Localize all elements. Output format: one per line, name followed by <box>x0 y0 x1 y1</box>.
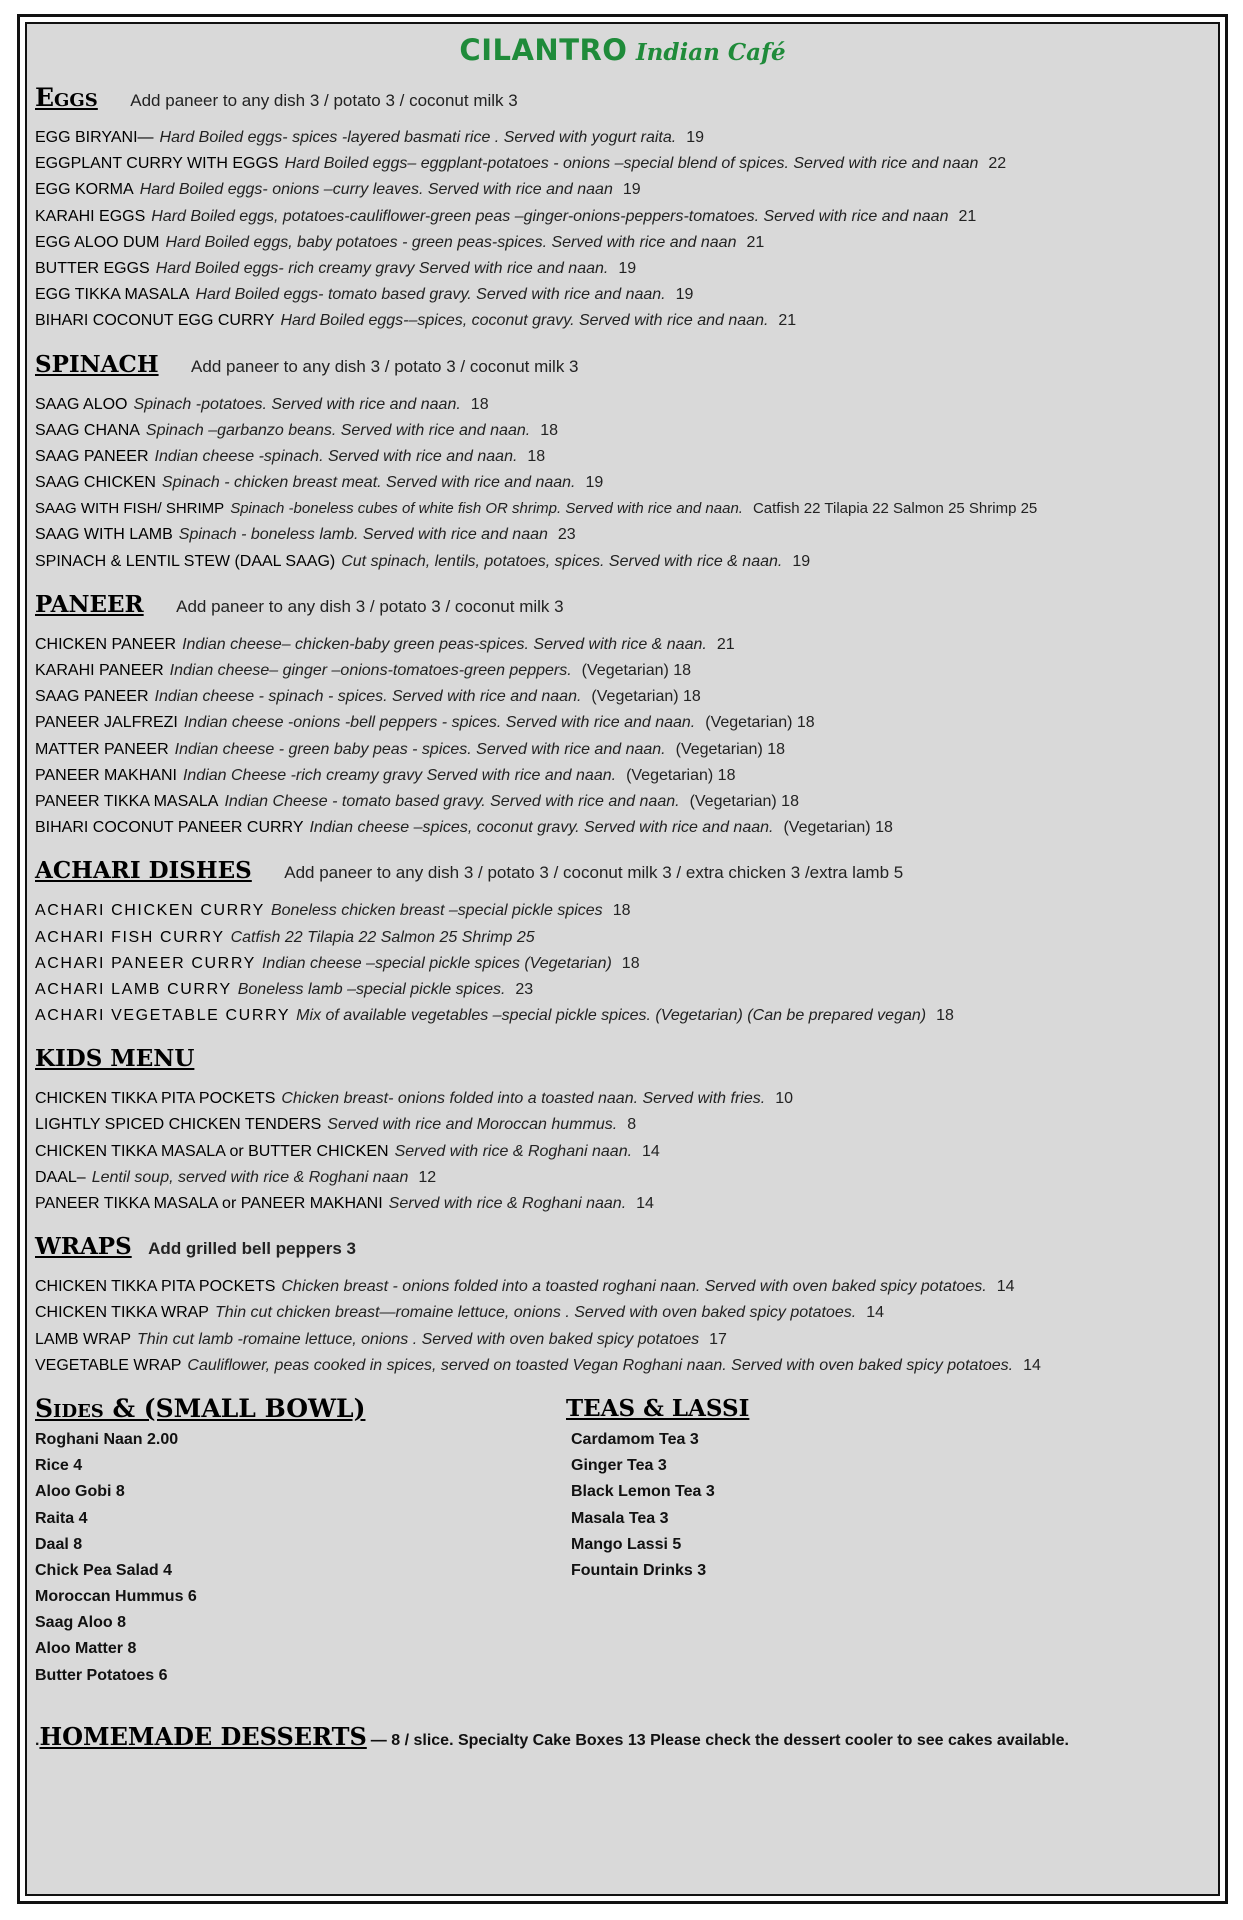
item-name: CHICKEN TIKKA PITA POCKETS <box>35 1278 276 1296</box>
item-description: Served with rice & Roghani naan. <box>394 1142 633 1160</box>
menu-item <box>35 549 1210 575</box>
menu-item <box>35 951 1210 977</box>
item-name: ACHARI LAMB CURRY <box>35 980 232 998</box>
section-spinach <box>35 345 1210 575</box>
item-price: 14 <box>642 1142 660 1160</box>
section-note: Add paneer to any dish 3 / potato 3 / coconut milk 3 <box>130 91 518 110</box>
item-description: Hard Boiled eggs-–spices, coconut gravy. Served with rice and naan. <box>280 312 769 330</box>
item-price: 23 <box>515 980 534 998</box>
item-description: Chicken breast - onions folded into a toasted roghani naan. Served with oven baked spicy potatoes. <box>281 1278 987 1296</box>
item-name: PANEER JALFREZI <box>35 714 178 732</box>
item-description: Hard Boiled eggs- rich creamy gravy Served with rice and naan. <box>155 259 609 277</box>
item-description: Thin cut lamb -romaine lettuce, onions . Served with oven baked spicy potatoes <box>137 1330 700 1348</box>
item-name: SAAG CHICKEN <box>35 474 156 492</box>
side-item: Butter Potatoes 6 <box>35 1666 168 1684</box>
item-name: CHICKEN TIKKA MASALA or BUTTER CHICKEN <box>35 1142 389 1160</box>
item-name: PANEER TIKKA MASALA <box>35 792 219 810</box>
drink-item: Cardamom Tea 3 <box>571 1430 699 1448</box>
item-description: Indian cheese– chicken-baby green peas-spices. Served with rice & naan. <box>182 635 707 653</box>
drink-item: Ginger Tea 3 <box>571 1457 667 1475</box>
item-description: Hard Boiled eggs, potatoes-cauliflower-green peas –ginger-onions-peppers-tomatoes. Served with rice and naan <box>151 207 949 225</box>
menu-item <box>35 522 1210 548</box>
item-description: Indian Cheese -rich creamy gravy Served with rice and naan. <box>182 766 617 784</box>
section-kids-menu <box>35 1039 1210 1217</box>
item-description: Boneless chicken breast –special pickle spices <box>270 902 603 920</box>
item-price: (Vegetarian) 18 <box>581 662 692 679</box>
item-name: KARAHI PANEER <box>35 662 164 679</box>
item-price: 17 <box>709 1330 727 1348</box>
item-name: BIHARI COCONUT PANEER CURRY <box>35 819 304 837</box>
item-price: 19 <box>792 552 811 570</box>
item-description: Hard Boiled eggs- spices -layered basmati rice . Served with yogurt raita. <box>159 129 677 146</box>
item-description: Catfish 22 Tilapia 22 Salmon 25 Shrimp 25 <box>230 928 535 946</box>
drink-item: Mango Lassi 5 <box>571 1535 682 1553</box>
dessert-prefix: . <box>35 1731 40 1749</box>
menu-item <box>35 392 1210 418</box>
item-name: EGG ALOO DUM <box>35 233 160 251</box>
section-title: PANEER <box>35 590 144 618</box>
side-item: Chick Pea Salad 4 <box>35 1561 172 1579</box>
item-description: Hard Boiled eggs- onions –curry leaves. Served with rice and naan <box>139 181 613 199</box>
page-title <box>35 30 1210 70</box>
section-title: HOMEMADE DESSERTS <box>39 1721 367 1751</box>
restaurant-subtitle: Indian Café <box>635 39 786 66</box>
item-price: (Vegetarian) 18 <box>626 766 736 784</box>
section-note: Add paneer to any dish 3 / potato 3 / coconut milk 3 <box>191 356 579 376</box>
item-name: MATTER PANEER <box>35 740 169 758</box>
item-description: Indian cheese– ginger –onions-tomatoes-green peppers. <box>169 662 572 679</box>
item-name: SAAG WITH LAMB <box>35 526 173 544</box>
menu-item <box>35 125 1210 151</box>
item-description: Indian cheese –spices, coconut gravy. Served with rice and naan. <box>309 819 774 837</box>
restaurant-name: CILANTRO <box>459 33 628 67</box>
menu-item <box>35 256 1210 282</box>
item-price: 21 <box>716 635 735 653</box>
item-description: Boneless lamb –special pickle spices. <box>237 980 506 998</box>
section-title: SPINACH <box>35 350 159 378</box>
section-title: WRAPS <box>35 1233 132 1261</box>
item-name: CHICKEN TIKKA WRAP <box>35 1304 209 1322</box>
item-name: SAAG PANEER <box>35 447 149 465</box>
menu-frame <box>17 14 1228 1904</box>
menu-item <box>35 418 1210 444</box>
side-item: Aloo Gobi 8 <box>35 1483 125 1501</box>
menu-item <box>35 204 1210 230</box>
item-price: 18 <box>527 447 546 465</box>
item-name: ACHARI VEGETABLE CURRY <box>35 1007 291 1025</box>
menu-item <box>35 1327 1210 1353</box>
item-name: SAAG CHANA <box>35 421 140 439</box>
item-name: SAAG WITH FISH/ SHRIMP <box>35 500 225 518</box>
item-name: ACHARI FISH CURRY <box>35 928 225 946</box>
item-name: SPINACH & LENTIL STEW (DAAL SAAG) <box>35 552 336 570</box>
menu-item <box>35 177 1210 203</box>
menu-item <box>35 632 1210 658</box>
item-name: LAMB WRAP <box>35 1330 132 1348</box>
side-item: Aloo Matter 8 <box>35 1640 137 1658</box>
item-price: (Vegetarian) 18 <box>675 740 786 758</box>
menu-item <box>35 1003 1210 1029</box>
menu-item <box>35 789 1210 815</box>
menu-item <box>35 230 1210 256</box>
item-description: Spinach -potatoes. Served with rice and naan. <box>133 395 461 413</box>
item-description: Indian cheese –special pickle spices (Vegetarian) <box>261 954 612 972</box>
item-price: 18 <box>936 1007 954 1025</box>
sides-and-drinks <box>35 1391 1210 1701</box>
section-title: Eggs <box>35 83 98 112</box>
item-name: PANEER MAKHANI <box>35 766 177 784</box>
item-name: PANEER TIKKA MASALA or PANEER MAKHANI <box>35 1195 383 1212</box>
item-price: 21 <box>746 233 765 251</box>
side-item: Rice 4 <box>35 1457 83 1475</box>
item-price: 19 <box>622 181 641 199</box>
side-item: Moroccan Hummus 6 <box>35 1588 197 1606</box>
menu-item <box>35 1274 1210 1300</box>
menu-item <box>35 925 1210 951</box>
item-description: Spinach -boneless cubes of white fish OR shrimp. Served with rice and naan. <box>230 500 743 518</box>
item-name: SAAG PANEER <box>35 688 149 706</box>
item-name: BIHARI COCONUT EGG CURRY <box>35 312 275 330</box>
menu-item <box>35 684 1210 710</box>
menu-item <box>35 898 1210 924</box>
item-price: 18 <box>612 902 631 920</box>
item-price: Catfish 22 Tilapia 22 Salmon 25 Shrimp 25 <box>752 500 1038 518</box>
menu-item <box>35 977 1210 1003</box>
item-name: KARAHI EGGS <box>35 207 146 225</box>
item-description: Hard Boiled eggs- tomato based gravy. Served with rice and naan. <box>195 286 666 304</box>
menu-panel <box>25 22 1220 1896</box>
item-price: (Vegetarian) 18 <box>705 714 815 732</box>
item-description: Chicken breast- onions folded into a toasted naan. Served with fries. <box>281 1090 766 1108</box>
menu-item <box>35 151 1210 177</box>
drink-item: Fountain Drinks 3 <box>571 1561 707 1579</box>
item-price: 21 <box>958 207 977 225</box>
drink-item: Masala Tea 3 <box>571 1509 669 1527</box>
side-item: Daal 8 <box>35 1535 83 1553</box>
item-price: 19 <box>618 259 637 277</box>
item-price: 14 <box>636 1195 654 1212</box>
item-price: 19 <box>585 474 604 492</box>
menu-item <box>35 308 1210 334</box>
menu-item <box>35 737 1210 763</box>
item-description: Indian cheese - spinach - spices. Served with rice and naan. <box>154 688 582 706</box>
item-price: 8 <box>627 1116 637 1134</box>
menu-item <box>35 1139 1210 1165</box>
item-price: 14 <box>1023 1356 1041 1374</box>
item-name: EGGPLANT CURRY WITH EGGS <box>35 155 279 173</box>
item-price: 22 <box>988 155 1007 173</box>
item-price: (Vegetarian) 18 <box>783 819 893 837</box>
item-description: Served with rice & Roghani naan. <box>388 1195 627 1212</box>
item-description: Hard Boiled eggs, baby potatoes - green peas-spices. Served with rice and naan <box>165 233 737 251</box>
item-description: Spinach –garbanzo beans. Served with rice and naan. <box>145 421 531 439</box>
section-desserts <box>35 1717 1210 1757</box>
item-name: CHICKEN TIKKA PITA POCKETS <box>35 1090 276 1108</box>
section-achari <box>35 851 1210 1029</box>
section-title: TEAS & LASSI <box>566 1394 750 1422</box>
menu-item <box>35 763 1210 789</box>
item-name: CHICKEN PANEER <box>35 635 177 653</box>
item-name: SAAG ALOO <box>35 395 128 413</box>
item-name: EGG BIRYANI— <box>35 129 154 146</box>
item-price: (Vegetarian) 18 <box>689 792 799 810</box>
section-eggs <box>35 78 1210 335</box>
side-item: Saag Aloo 8 <box>35 1614 126 1632</box>
item-name: ACHARI PANEER CURRY <box>35 954 256 972</box>
item-price: 10 <box>775 1090 793 1108</box>
item-description: Spinach - boneless lamb. Served with rice and naan <box>178 526 548 544</box>
menu-item <box>35 1165 1210 1191</box>
item-description: Spinach - chicken breast meat. Served with rice and naan. <box>161 474 576 492</box>
item-price: 21 <box>778 312 797 330</box>
item-description: Lentil soup, served with rice & Roghani naan <box>91 1168 409 1186</box>
menu-item <box>35 282 1210 308</box>
item-price: 18 <box>470 395 489 413</box>
menu-item <box>35 815 1210 841</box>
drink-item: Black Lemon Tea 3 <box>571 1483 715 1501</box>
item-description: Served with rice and Moroccan hummus. <box>327 1116 618 1134</box>
section-note: Add grilled bell peppers 3 <box>148 1239 356 1259</box>
item-price: 14 <box>866 1304 884 1322</box>
section-paneer <box>35 585 1210 842</box>
item-name: LIGHTLY SPICED CHICKEN TENDERS <box>35 1116 322 1134</box>
item-price: 19 <box>675 286 694 304</box>
item-description: Indian cheese - green baby peas - spices. Served with rice and naan. <box>174 740 666 758</box>
item-price: 12 <box>418 1168 437 1186</box>
item-description: Cut spinach, lentils, potatoes, spices. Served with rice & naan. <box>341 552 783 570</box>
item-price: 18 <box>621 954 640 972</box>
menu-item <box>35 1112 1210 1138</box>
menu-item <box>35 710 1210 736</box>
dessert-details: — 8 / slice. Specialty Cake Boxes 13 Please check the dessert cooler to see cakes available. <box>370 1731 1069 1749</box>
side-item: Roghani Naan 2.00 <box>35 1430 179 1448</box>
menu-item <box>35 444 1210 470</box>
section-teas <box>566 1391 749 1584</box>
item-description: Mix of available vegetables –special pickle spices. (Vegetarian) (Can be prepared vegan) <box>296 1007 927 1025</box>
item-description: Thin cut chicken breast—romaine lettuce, onions . Served with oven baked spicy potatoes. <box>214 1304 857 1322</box>
item-name: DAAL– <box>35 1168 86 1186</box>
section-wraps <box>35 1227 1210 1379</box>
section-note: Add paneer to any dish 3 / potato 3 / coconut milk 3 <box>176 596 564 616</box>
menu-item <box>35 1300 1210 1326</box>
item-name: ACHARI CHICKEN CURRY <box>35 902 265 920</box>
item-price: 14 <box>996 1278 1015 1296</box>
item-description: Hard Boiled eggs– eggplant-potatoes - onions –special blend of spices. Served with rice and naan <box>284 155 979 173</box>
item-name: BUTTER EGGS <box>35 259 150 277</box>
item-name: VEGETABLE WRAP <box>35 1356 182 1374</box>
section-note: Add paneer to any dish 3 / potato 3 / coconut milk 3 / extra chicken 3 /extra lamb 5 <box>284 863 904 883</box>
item-price: 23 <box>557 526 576 544</box>
item-price: 19 <box>686 129 705 146</box>
section-title: Sides & (SMALL BOWL) <box>35 1393 366 1423</box>
menu-item <box>35 496 1210 522</box>
item-description: Indian Cheese - tomato based gravy. Served with rice and naan. <box>224 792 680 810</box>
section-title: KIDS MENU <box>35 1045 195 1073</box>
section-sides <box>35 1391 365 1689</box>
item-description: Cauliflower, peas cooked in spices, served on toasted Vegan Roghani naan. Served with oven baked spicy potatoes. <box>187 1356 1014 1374</box>
menu-item <box>35 658 1210 684</box>
item-description: Indian cheese -spinach. Served with rice and naan. <box>154 447 518 465</box>
side-item: Raita 4 <box>35 1509 88 1527</box>
item-price: (Vegetarian) 18 <box>591 688 701 706</box>
item-description: Indian cheese -onions -bell peppers - spices. Served with rice and naan. <box>183 714 696 732</box>
menu-item <box>35 1086 1210 1112</box>
section-title: ACHARI DISHES <box>35 857 252 885</box>
item-name: EGG TIKKA MASALA <box>35 286 190 304</box>
menu-item <box>35 1191 1210 1217</box>
item-price: 18 <box>540 421 558 439</box>
item-name: EGG KORMA <box>35 181 134 199</box>
menu-item <box>35 470 1210 496</box>
menu-item <box>35 1353 1210 1379</box>
